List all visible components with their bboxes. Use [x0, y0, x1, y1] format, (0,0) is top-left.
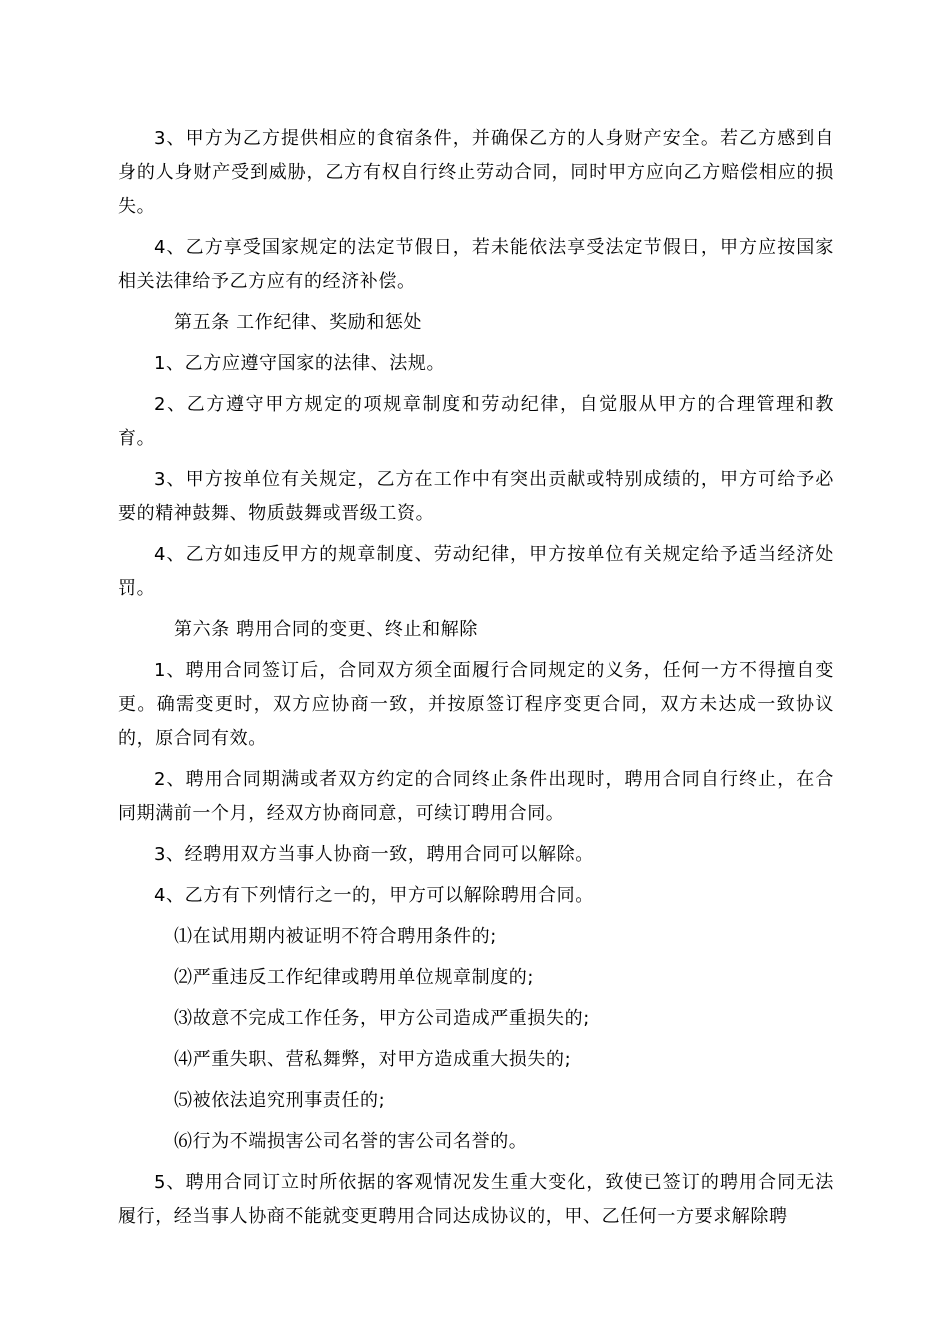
- paragraph: 2、乙方遵守甲方规定的项规章制度和劳动纪律，自觉服从甲方的合理管理和教育。: [118, 394, 834, 449]
- list-item: ⑷严重失职、营私舞弊，对甲方造成重大损失的;: [174, 1049, 572, 1070]
- paragraph: 4、乙方有下列情行之一的，甲方可以解除聘用合同。: [154, 885, 594, 906]
- paragraph: 5、聘用合同订立时所依据的客观情况发生重大变化，致使已签订的聘用合同无法履行，经当事人协商不能就变更聘用合同达成协议的，甲、乙任何一方要求解除聘: [118, 1172, 834, 1227]
- list-item: ⑸被依法追究刑事责任的;: [174, 1090, 386, 1111]
- document-body: [118, 122, 834, 1241]
- paragraph: 3、甲方按单位有关规定，乙方在工作中有突出贡献或特别成绩的，甲方可给予必要的精神鼓舞、物质鼓舞或晋级工资。: [118, 469, 834, 524]
- section-heading: 第五条 工作纪律、奖励和惩处: [174, 312, 423, 333]
- paragraph: 4、乙方如违反甲方的规章制度、劳动纪律，甲方按单位有关规定给予适当经济处罚。: [118, 544, 834, 599]
- paragraph: 3、甲方为乙方提供相应的食宿条件，并确保乙方的人身财产安全。若乙方感到自身的人身财产受到威胁，乙方有权自行终止劳动合同，同时甲方应向乙方赔偿相应的损失。: [118, 128, 834, 217]
- list-item: ⑹行为不端损害公司名誉的害公司名誉的。: [174, 1131, 528, 1152]
- list-item: ⑵严重违反工作纪律或聘用单位规章制度的;: [174, 967, 535, 988]
- paragraph: 1、聘用合同签订后，合同双方须全面履行合同规定的义务，任何一方不得擅自变更。确需变更时，双方应协商一致，并按原签订程序变更合同，双方未达成一致协议的，原合同有效。: [118, 660, 834, 749]
- paragraph: 2、聘用合同期满或者双方约定的合同终止条件出现时，聘用合同自行终止，在合同期满前一个月，经双方协商同意，可续订聘用合同。: [118, 769, 834, 824]
- paragraph: 1、乙方应遵守国家的法律、法规。: [154, 353, 446, 374]
- list-item: ⑶故意不完成工作任务，甲方公司造成严重损失的;: [174, 1008, 590, 1029]
- paragraph: 3、经聘用双方当事人协商一致，聘用合同可以解除。: [154, 844, 594, 865]
- list-item: ⑴在试用期内被证明不符合聘用条件的;: [174, 926, 497, 947]
- section-heading: 第六条 聘用合同的变更、终止和解除: [174, 619, 478, 640]
- paragraph: 4、乙方享受国家规定的法定节假日，若未能依法享受法定节假日，甲方应按国家相关法律给予乙方应有的经济补偿。: [118, 237, 834, 292]
